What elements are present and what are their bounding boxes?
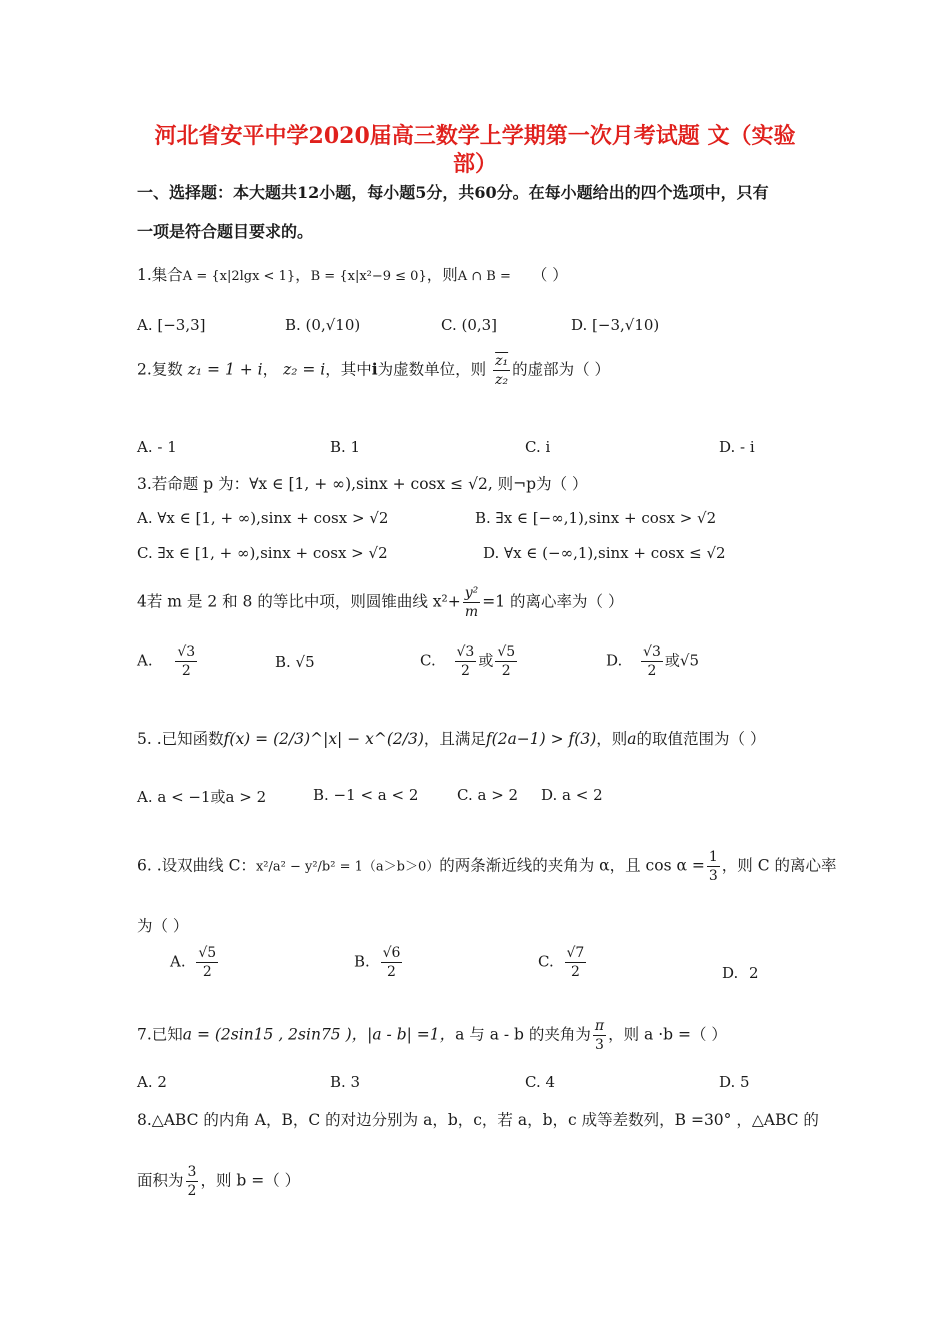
question-2-option-a: A. - 1: [137, 438, 177, 456]
question-2-option-b: B. 1: [330, 438, 361, 456]
question-5-option-c: C. a > 2: [457, 786, 519, 804]
question-4-fraction: $\frac{\text{y²}}{m}$: [464, 585, 479, 620]
question-2-stem: 2.复数 z₁ = 1 + i， z₂ = i，其中i为虚数单位，则 $\frac{\text{z₁}}{\text{z₂}}$ 的虚部为（ ）: [137, 353, 611, 388]
question-7-option-a: A. 2: [137, 1073, 167, 1091]
question-8-stem-line2: 面积为 $\frac{3}{2}$ ，则 b =（ ）: [137, 1164, 301, 1199]
question-8-fraction: $\frac{3}{2}$: [187, 1164, 197, 1199]
question-6-stem-line2: 为（ ）: [137, 917, 189, 935]
question-4-option-c: C. $\frac{√3}{2}$ 或 $\frac{√5}{2}$: [420, 644, 516, 679]
question-1-stem: 1.集合A = {x|2lgx < 1}，B = {x|x²−9 ≤ 0}，则A ∩ B = （ ）: [137, 266, 568, 284]
question-7-option-b: B. 3: [330, 1073, 361, 1091]
question-5-option-d: D. a < 2: [541, 786, 603, 804]
question-6-stem: 6. .设双曲线 C：x²/a² − y²/b² = 1（a＞b＞0）的两条渐近线的夹角为 α，且 cos α = $\frac{1}{3}$ ，则 C 的离心率: [137, 849, 837, 884]
question-4-option-a: A. $\frac{√3}{2}$: [137, 644, 196, 679]
question-4-option-d: D. $\frac{√3}{2}$ 或√5: [606, 644, 699, 679]
question-3-option-c: C. ∃x ∈ [1, + ∞),sinx + cosx > √2: [137, 544, 388, 562]
question-4-option-b: B. √5: [275, 653, 315, 671]
question-7-stem: 7.已知a = (2sin15 , 2sin75 )，|a - b| =1，a 与 a - b 的夹角为 $\frac{\pi}{3}$ ，则 a ·b =（ ）: [137, 1018, 727, 1053]
question-5-option-a: A. a < −1或a > 2: [137, 788, 267, 806]
question-1-option-d: D. [−3,√10): [571, 316, 660, 334]
question-1-option-a: A. [−3,3]: [137, 316, 206, 334]
question-1-option-c: C. (0,3]: [441, 316, 498, 334]
question-6-option-b: B. $\frac{√6}{2}$: [354, 945, 401, 980]
question-7-option-d: D. 5: [719, 1073, 750, 1091]
question-4-stem: 4若 m 是 2 和 8 的等比中项，则圆锥曲线 x²+ $\frac{\text{y²}}{m}$ =1 的离心率为（ ）: [137, 585, 624, 620]
question-6-option-c: C. $\frac{√7}{2}$: [538, 945, 585, 980]
question-2-fraction: $\frac{\text{z₁}}{\text{z₂}}$: [495, 353, 509, 388]
question-1-option-b: B. (0,√10): [285, 316, 361, 334]
question-7-option-c: C. 4: [525, 1073, 556, 1091]
question-7-fraction: $\frac{\pi}{3}$: [594, 1018, 605, 1053]
question-3-stem: 3.若命题 p 为：∀x ∈ [1, + ∞),sinx + cosx ≤ √2, 则¬p为（ ）: [137, 475, 588, 493]
section-instructions-line2: 一项是符合题目要求的。: [137, 222, 314, 241]
exam-title-line1: 河北省安平中学2020届高三数学上学期第一次月考试题 文（实验: [154, 123, 796, 149]
question-6-option-d: D. 2: [722, 964, 759, 982]
question-2-option-d: D. - i: [719, 438, 755, 456]
question-5-option-b: B. −1 < a < 2: [313, 786, 419, 804]
section-instructions-line1: 一、选择题：本大题共12小题，每小题5分，共60分。在每小题给出的四个选项中，只有: [137, 183, 769, 202]
question-5-stem: 5. .已知函数f(x) = (2/3)^|x| − x^(2/3)，且满足f(2a−1) > f(3)，则a的取值范围为（ ）: [137, 730, 766, 748]
question-3-option-a: A. ∀x ∈ [1, + ∞),sinx + cosx > √2: [137, 509, 389, 527]
question-8-stem: 8.△ABC 的内角 A，B，C 的对边分别为 a，b，c，若 a，b，c 成等差数列，B =30° ，△ABC 的: [137, 1111, 819, 1129]
question-6-fraction: $\frac{1}{3}$: [708, 849, 718, 884]
exam-title-line2: 部）: [452, 151, 497, 177]
question-6-option-a: A. $\frac{√5}{2}$: [170, 945, 217, 980]
question-3-option-b: B. ∃x ∈ [−∞,1),sinx + cosx > √2: [475, 509, 717, 527]
question-3-option-d: D. ∀x ∈ (−∞,1),sinx + cosx ≤ √2: [483, 544, 726, 562]
question-2-option-c: C. i: [525, 438, 551, 456]
